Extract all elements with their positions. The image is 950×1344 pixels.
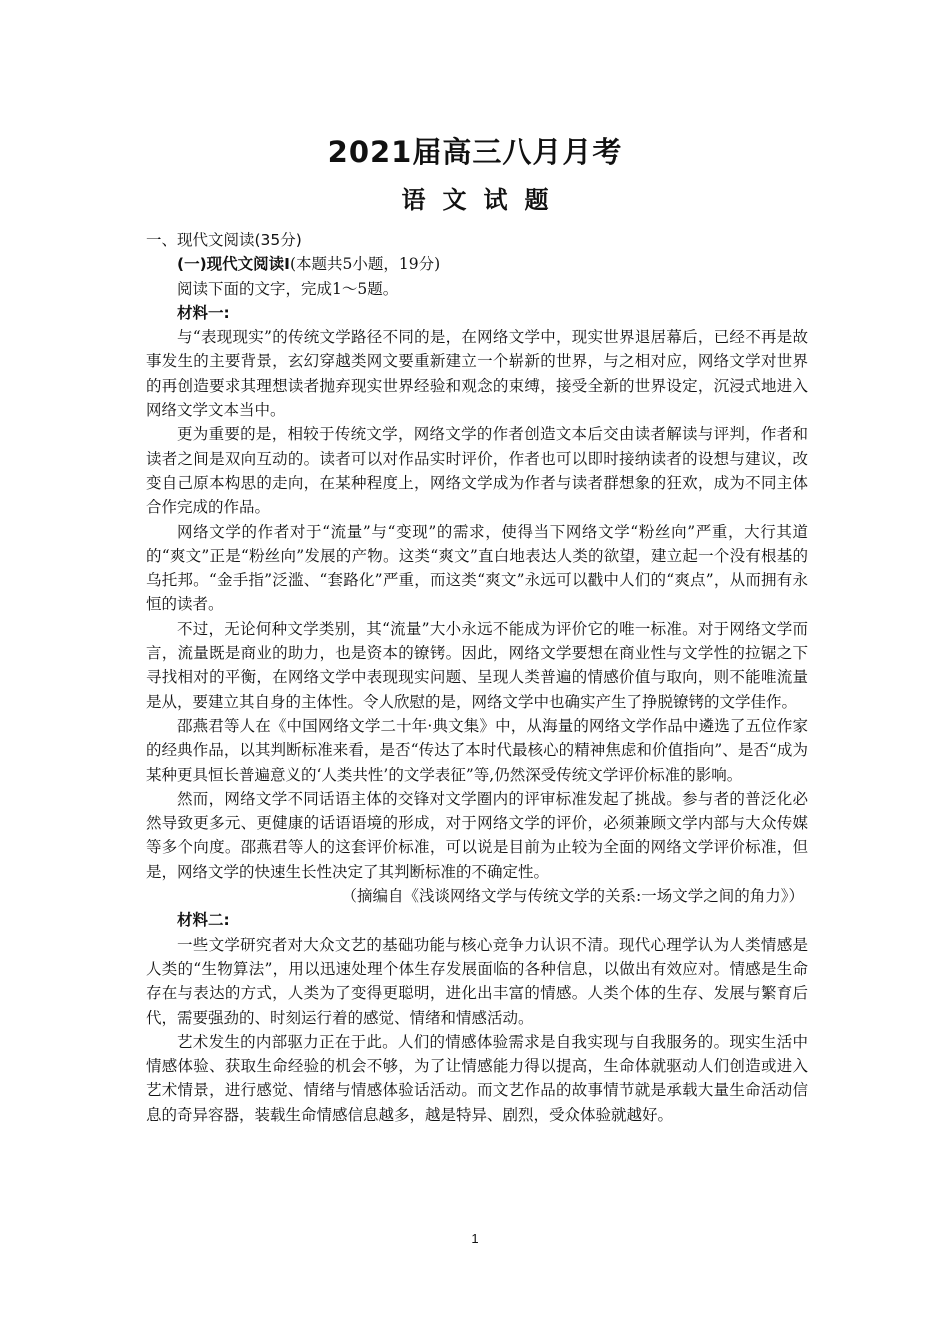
paragraph: 邵燕君等人在《中国网络文学二十年·典文集》中，从海量的网络文学作品中遴选了五位作家的经典作品，以其判断标准来看，是否“传达了本时代最核心的精神焦虑和价值指向”、是否“成为某种更具恒长普遍意义的‘人类共性’的文学表征”等,仍然深受传统文学评价标准的影响。 — [146, 716, 808, 784]
paragraph: 艺术发生的内部驱力正在于此。人们的情感体验需求是自我实现与自我服务的。现实生活中情感体验、获取生命经验的机会不够，为了让情感能力得以提高，生命体就驱动人们创造或进入艺术情景，进行感觉、情绪与情感体验话活动。而文艺作品的故事情节就是承载大量生命活动信息的奇异容器，装载生命情感信息越多，越是特异、剧烈，受众体验就越好。 — [146, 1032, 808, 1124]
exam-subject-title: 语文试题 — [401, 186, 566, 214]
material-two-label: 材料二: — [177, 911, 230, 930]
instruction-text: 阅读下面的文字，完成1～5题。 — [177, 279, 399, 298]
paragraph: 然而，网络文学不同话语主体的交锋对文学圈内的评审标准发起了挑战。参与者的普泛化必然导致更多元、更健康的话语语境的形成，对于网络文学的评价，必须兼顾文学内部与大众传媒等多个向度。邵燕君等人的这套评价标准，可以说是目前为止较为全面的网络文学评价标准，但是，网络文学的快速生长性决定了其判断标准的不确定性。 — [146, 789, 808, 881]
page-number: 1 — [471, 1231, 479, 1246]
source-citation: （摘编自《浅谈网络文学与传统文学的关系:一场文学之间的角力》） — [341, 887, 804, 906]
section-heading: 一、现代文阅读(35分) — [146, 231, 302, 249]
exam-title: 2021届高三八月月考 — [327, 135, 623, 169]
material-one-label: 材料一: — [177, 303, 230, 322]
paragraph: 更为重要的是，相较于传统文学，网络文学的作者创造文本后交由读者解读与评判，作者和读者之间是双向互动的。读者可以对作品实时评价，作者也可以即时接纳读者的设想与建议，改变自己原本构思的走向，在某种程度上，网络文学成为作者与读者群想象的狂欢，成为不同主体合作完成的作品。 — [146, 425, 808, 517]
paragraph: 与“表现现实”的传统文学路径不同的是，在网络文学中，现实世界退居幕后，已经不再是故事发生的主要背景，玄幻穿越类网文要重新建立一个崭新的世界，与之相对应，网络文学对世界的再创造要求其理想读者抛弃现实世界经验和观念的束缚，接受全新的世界设定，沉浸式地进入网络文学文本当中。 — [146, 328, 808, 420]
subsection-note: (本题共5小题，19分) — [289, 255, 441, 274]
subsection-title: (一)现代文阅读Ⅰ — [177, 255, 290, 274]
paragraph: 一些文学研究者对大众文艺的基础功能与核心竞争力认识不清。现代心理学认为人类情感是人类的“生物算法”，用以迅速处理个体生存发展面临的各种信息，以做出有效应对。情感是生命存在与表达的方式，人类为了变得更聪明，进化出丰富的情感。人类个体的生存、发展与繁育后代，需要强劲的、时刻运行着的感觉、情绪和情感活动。 — [146, 935, 808, 1027]
subsection-heading — [146, 252, 808, 276]
paragraph: 不过，无论何种文学类别，其“流量”大小永远不能成为评价它的唯一标准。对于网络文学而言，流量既是商业的助力，也是资本的镣铐。因此，网络文学要想在商业性与文学性的拉锯之下寻找相对的平衡，在网络文学中表现现实问题、呈现人类普遍的情感价值与取向，则不能唯流量是从，要建立其自身的主体性。令人欣慰的是，网络文学中也确实产生了挣脱镣铐的文学佳作。 — [146, 619, 808, 711]
paragraph: 网络文学的作者对于“流量”与“变现”的需求，使得当下网络文学“粉丝向”严重，大行其道的“爽文”正是“粉丝向”发展的产物。这类“爽文”直白地表达人类的欲望，建立起一个没有根基的乌托邦。“金手指”泛滥、“套路化”严重，而这类“爽文”永远可以戳中人们的“爽点”，从而拥有永恒的读者。 — [146, 522, 808, 614]
document-body — [146, 228, 808, 1127]
